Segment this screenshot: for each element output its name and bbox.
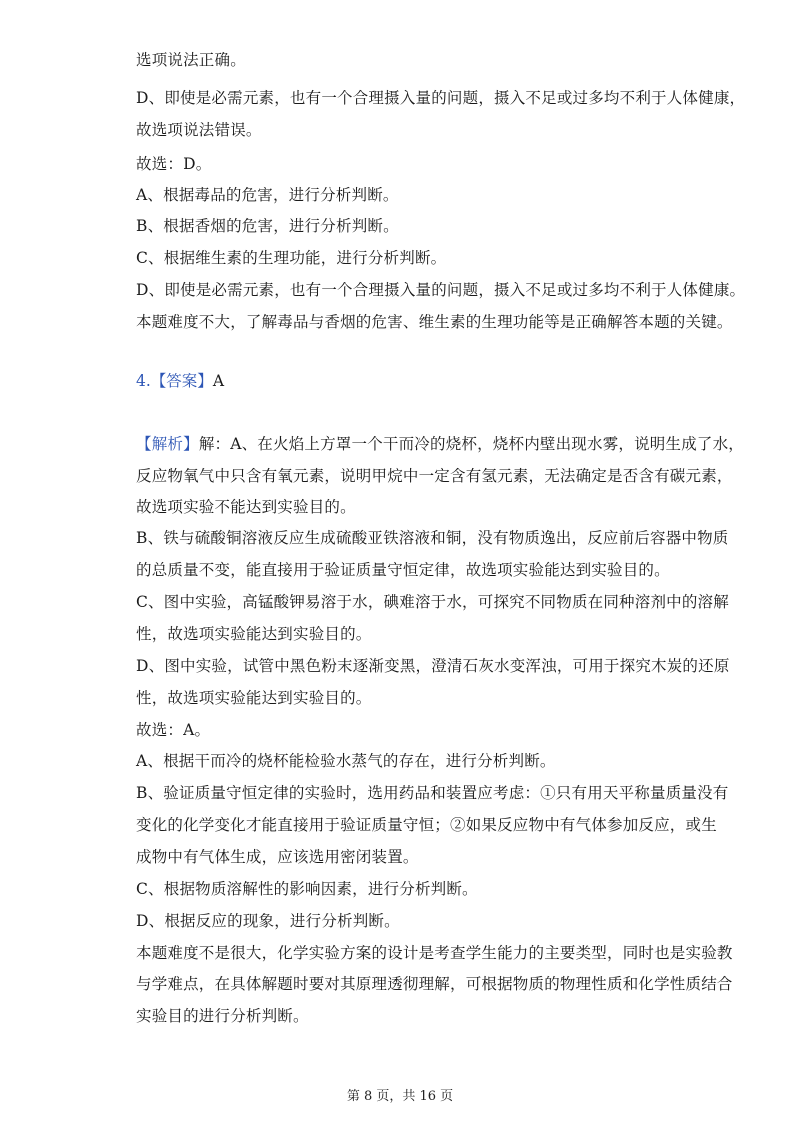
text-line: B、铁与硫酸铜溶液反应生成硫酸亚铁溶液和铜，没有物质逸出，反应前后容器中物质 [136,529,729,547]
analysis-line [136,434,744,454]
text-line: 故选：A。 [136,721,211,739]
page-footer: 第 8 页，共 16 页 [346,1089,454,1104]
text-line: 故选项实验不能达到实验目的。 [136,498,356,516]
text-line: B、根据香烟的危害，进行分析判断。 [136,217,399,235]
text-line: 本题难度不是很大，化学实验方案的设计是考查学生能力的主要类型，同时也是实验教 [136,944,733,962]
text-line: 性，故选项实验能达到实验目的。 [136,689,372,707]
text-line: C、图中实验，高锰酸钾易溶于水，碘难溶于水，可探究不同物质在同种溶剂中的溶解 [136,593,729,611]
text-line: 变化的化学变化才能直接用于验证质量守恒；②如果反应物中有气体参加反应，或生 [136,816,717,834]
text-line: C、根据物质溶解性的影响因素，进行分析判断。 [136,880,478,898]
analysis-tag: 【解析】 [136,435,199,453]
text-line: 反应物氧气中只含有氧元素，说明甲烷中一定含有氢元素，无法确定是否含有碳元素， [136,467,733,485]
question-number: 4. [136,372,151,390]
text-line: 本题难度不大，了解毒品与香烟的危害、维生素的生理功能等是正确解答本题的关键。 [136,313,733,331]
text-line: A、根据毒品的危害，进行分析判断。 [136,186,399,204]
analysis-text: 解：A、在火焰上方罩一个干而冷的烧杯，烧杯内壁出现水雾，说明生成了水， [198,435,745,453]
text-line: 选项说法正确。 [136,51,246,69]
answer-value: A [212,372,225,390]
text-line: 与学难点，在具体解题时要对其原理透彻理解，可根据物质的物理性质和化学性质结合 [136,975,733,993]
text-line: D、即使是必需元素，也有一个合理摄入量的问题，摄入不足或过多均不利于人体健康。 [136,281,746,299]
text-line: C、根据维生素的生理功能，进行分析判断。 [136,249,447,267]
text-line: D、根据反应的现象，进行分析判断。 [136,912,400,930]
text-line: A、根据干而冷的烧杯能检验水蒸气的存在，进行分析判断。 [136,752,556,770]
text-line: 性，故选项实验能达到实验目的。 [136,625,372,643]
text-line: 实验目的进行分析判断。 [136,1007,309,1025]
text-line: B、验证质量守恒定律的实验时，选用药品和装置应考虑：①只有用天平称量质量没有 [136,784,729,802]
answer-tag: 【答案】 [150,372,213,390]
text-line: D、图中实验，试管中黑色粉末逐渐变黑，澄清石灰水变浑浊，可用于探究木炭的还原 [136,657,730,675]
text-line: 故选项说法错误。 [136,121,262,139]
answer-heading [136,371,224,391]
text-line: D、即使是必需元素，也有一个合理摄入量的问题，摄入不足或过多均不利于人体健康， [136,89,746,107]
text-line: 的总质量不变，能直接用于验证质量守恒定律，故选项实验能达到实验目的。 [136,561,670,579]
text-line: 成物中有气体生成，应该选用密闭装置。 [136,848,419,866]
text-line: 故选：D。 [136,155,212,173]
